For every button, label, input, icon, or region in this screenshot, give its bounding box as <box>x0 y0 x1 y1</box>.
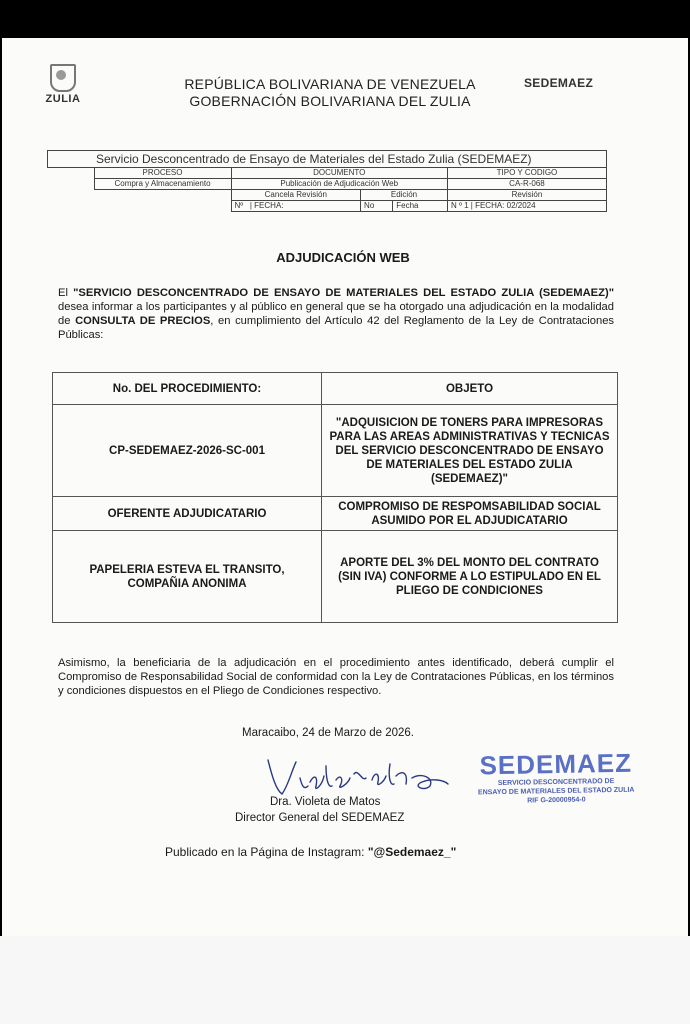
stamp-line-3: RIF G-20000954-0 <box>527 796 586 805</box>
zulia-crest-icon <box>50 64 76 92</box>
proceso-value: Compra y Almacenamiento <box>94 179 231 190</box>
header-compromiso: COMPROMISO DE RESPOMSABILIDAD SOCIAL ASUMIDO POR EL ADJUDICATARIO <box>322 497 618 531</box>
header-line-2: GOBERNACIÓN BOLIVARIANA DEL ZULIA <box>189 93 471 109</box>
adjudication-table <box>52 372 618 623</box>
revision-number-fecha: Nº | FECHA: <box>231 201 361 212</box>
handwritten-signature <box>262 756 452 800</box>
documento-value: Publicación de Adjudicación Web <box>231 179 447 190</box>
official-stamp <box>470 749 643 807</box>
entity-name: Servicio Desconcentrado de Ensayo de Materiales del Estado Zulia (SEDEMAEZ) <box>48 151 607 168</box>
codigo-value: CA-R-068 <box>447 179 606 190</box>
col-tipo-codigo: TIPO Y CODIGO <box>447 168 606 179</box>
revision-label: Revisión <box>447 190 606 201</box>
cancela-revision-label: Cancela Revisión <box>231 190 361 201</box>
stamp-line-2: ENSAYO DE MATERIALES DEL ESTADO ZULIA <box>477 786 635 797</box>
instagram-handle: "@Sedemaez_" <box>367 845 457 859</box>
zulia-logo-text: ZULIA <box>45 93 81 105</box>
signer-role: Director General del SEDEMAEZ <box>235 812 405 824</box>
sedemaez-logo <box>524 76 598 95</box>
zulia-logo <box>38 64 88 105</box>
revision-value: N º 1 | FECHA: 02/2024 <box>447 201 606 212</box>
closing-paragraph: Asimismo, la beneficiaria de la adjudicación en el procedimiento antes identificado, deberá cumplir el Compromiso de Responsabilidad Social de conformidad con la Ley de Contrataciones Públicas, en los términos y condiciones dispuestos en el Pliego de Condiciones respectivo. <box>58 657 614 697</box>
sedemaez-logo-subtext <box>524 90 598 95</box>
oferente-value: PAPELERIA ESTEVA EL TRANSITO, COMPAÑIA ANONIMA <box>53 531 322 623</box>
signer-name: Dra. Violeta de Matos <box>270 796 381 808</box>
edicion-fecha: Fecha <box>393 201 448 212</box>
header-procedimiento: No. DEL PROCEDIMIENTO: <box>53 373 322 405</box>
stamp-line-1: SERVICIO DESCONCENTRADO DE <box>497 777 615 788</box>
procedimiento-value: CP-SEDEMAEZ-2026-SC-001 <box>53 405 322 497</box>
col-documento: DOCUMENTO <box>231 168 447 179</box>
issue-date: Maracaibo, 24 de Marzo de 2026. <box>242 727 414 739</box>
compromiso-value: APORTE DEL 3% DEL MONTO DEL CONTRATO (SIN IVA) CONFORME A LO ESTIPULADO EN EL PLIEGO DE CONDICIONES <box>322 531 618 623</box>
document-title: ADJUDICACIÓN WEB <box>276 250 410 265</box>
header-oferente: OFERENTE ADJUDICATARIO <box>53 497 322 531</box>
header-line-1: REPÚBLICA BOLIVARIANA DE VENEZUELA <box>184 76 476 92</box>
edicion-no: No <box>361 201 393 212</box>
objeto-value: "ADQUISICION DE TONERS PARA IMPRESORAS PARA LAS AREAS ADMINISTRATIVAS Y TECNICAS DEL SERVICIO DESCONCENTRADO DE ENSAYO DE MATERIALES DEL ESTADO ZULIA (SEDEMAEZ)" <box>322 405 618 497</box>
col-proceso: PROCESO <box>94 168 231 179</box>
intro-paragraph: El "SERVICIO DESCONCENTRADO DE ENSAYO DE MATERIALES DEL ESTADO ZULIA (SEDEMAEZ)" desea informar a los participantes y al público en general que se ha otorgado una adjudicación en la modalidad de CONSULTA DE PRECIOS, en cumplimiento del Artículo 42 del Reglamento de la Ley de Contrataciones Públicas: <box>58 287 615 341</box>
edicion-label: Edición <box>361 190 448 201</box>
stamp-title: SEDEMAEZ <box>479 747 633 781</box>
instagram-publication: Publicado en la Página de Instagram: "@Sedemaez_" <box>165 845 457 859</box>
sedemaez-logo-text: SEDEMAEZ <box>524 76 594 90</box>
bottom-area <box>0 936 690 1024</box>
government-header <box>160 76 500 110</box>
header-objeto: OBJETO <box>322 373 618 405</box>
document-control-table <box>47 150 607 212</box>
